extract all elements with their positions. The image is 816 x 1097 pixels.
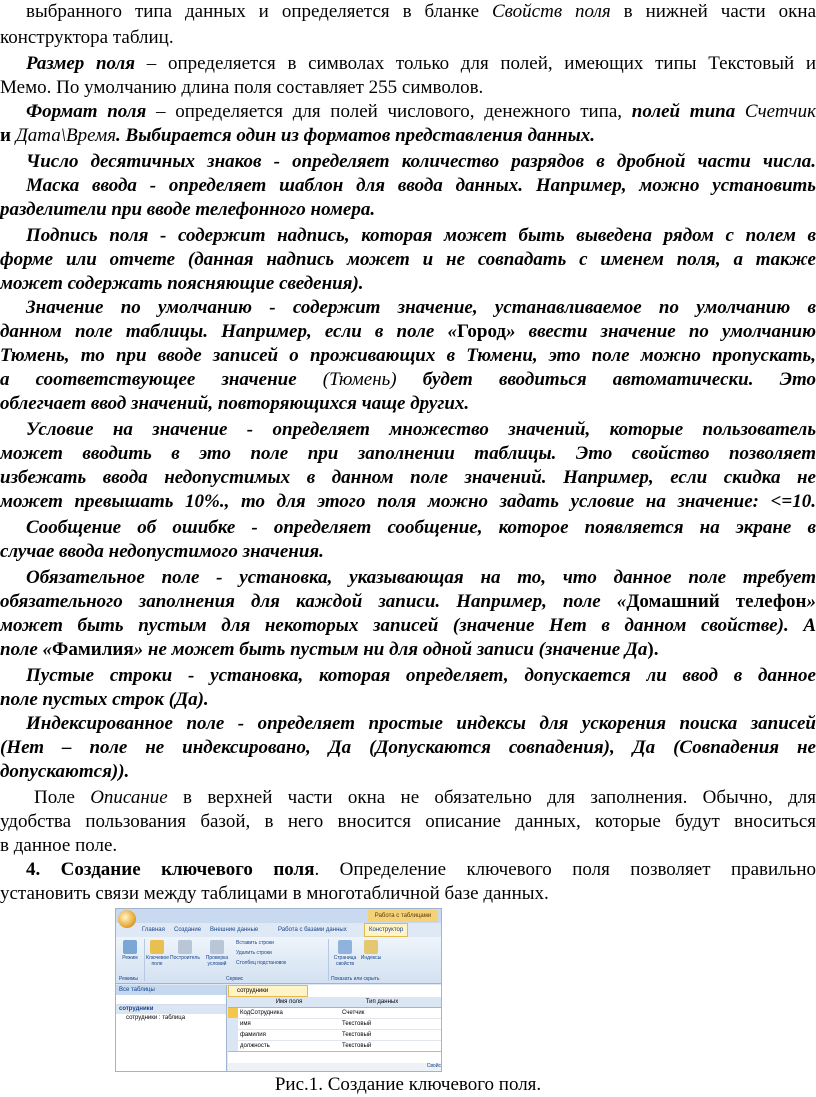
key-icon — [228, 1008, 238, 1018]
view-button[interactable]: Режим — [119, 940, 141, 961]
tab-external-data[interactable]: Внешние данные — [210, 927, 259, 933]
para-empty-1: Пустые строки - установка, которая определяет, допускается ли ввод в данное — [26, 665, 816, 686]
col-data-type: Тип данных — [365, 999, 399, 1005]
row-selector — [228, 1030, 238, 1040]
para-caption-2: форме или отчете (данная надпись может и не совпадать с именем поля, а также — [0, 249, 816, 270]
table-row[interactable]: КодСотрудника Счетчик — [228, 1008, 441, 1019]
group-show-hide: Показать или скрыть — [331, 976, 380, 982]
ribbon-separator — [144, 939, 145, 981]
table-row[interactable]: имя Текстовый — [228, 1019, 441, 1030]
table-row[interactable]: должность Текстовый — [228, 1041, 441, 1052]
grid-header — [228, 997, 441, 1008]
nav-search[interactable] — [116, 995, 226, 1005]
para-key-2: установить связи между таблицами в многотабличной базе данных. — [0, 883, 549, 904]
test-rules-button[interactable]: Проверка условий — [202, 940, 232, 967]
para-required-1: Обязательное поле - установка, указывающая на то, что данное поле требует — [26, 567, 816, 588]
properties-pane-label: Свойс — [228, 1063, 441, 1071]
row-selector — [228, 997, 238, 1007]
row-selector — [228, 1041, 238, 1051]
para-default-3: Тюмень, то при вводе записей о проживающих в Тюмени, это поле можно пропускать, — [0, 345, 816, 366]
tab-home[interactable]: Главная — [142, 927, 165, 933]
ribbon-tabs — [138, 924, 441, 936]
nav-group[interactable]: сотрудники — [116, 1005, 226, 1014]
wand-icon — [178, 940, 192, 954]
text-line-1: конструктора таблиц. — [0, 27, 174, 48]
key-icon — [150, 940, 164, 954]
design-grid — [228, 985, 441, 1071]
para-indexed-2: (Нет – поле не индексировано, Да (Допускаются совпадения), Да (Совпадения не — [0, 737, 816, 758]
text-line-0: выбранного типа данных и определяется в бланке Свойств поля в нижней части окна — [26, 1, 816, 22]
builder-button[interactable]: Построитель — [170, 940, 200, 961]
para-indexed-1: Индексированное поле - определяет простые индексы для ускорения поиска записей — [26, 713, 816, 734]
para-condition-4: может превышать 10%., то для этого поля можно задать условие на значение: <=10. — [0, 491, 816, 512]
para-condition-1: Условие на значение - определяет множество значений, которые пользователь — [26, 419, 816, 440]
para-decimal: Число десятичных знаков - определяет количество разрядов в дробной части числа. — [26, 151, 816, 172]
para-description-2: удобства пользования базой, в него вносится описание данных, которые будут вноситься — [0, 811, 816, 832]
office-button[interactable] — [118, 910, 136, 928]
tool-context-tab: Работа с таблицами — [368, 910, 438, 922]
text-line-5: и Дата\Время. Выбирается один из форматов представления данных. — [0, 125, 596, 146]
para-default-5: облегчает ввод значений, повторяющихся чаще других. — [0, 393, 470, 414]
row-selector — [228, 1019, 238, 1029]
para-caption-1: Подпись поля - содержит надпись, которая может быть выведена рядом с полем в — [26, 225, 816, 246]
text-line-3: Мемо. По умолчанию длина поля составляет 255 символов. — [0, 77, 484, 98]
para-description-3: в данное поле. — [0, 835, 118, 856]
para-description-1: Поле Описание в верхней части окна не обязательно для заполнения. Обычно, для — [34, 787, 816, 808]
para-condition-3: избежать ввода недопустимых в данном поле значений. Например, если скидка не — [0, 467, 816, 488]
para-default-1: Значение по умолчанию - содержит значение, устанавливаемое по умолчанию в — [26, 297, 816, 318]
insert-rows-button[interactable]: Вставить строки — [236, 940, 274, 946]
para-error-1: Сообщение об ошибке - определяет сообщение, которое появляется на экране в — [26, 517, 816, 538]
primary-key-button[interactable]: Ключевое поле — [146, 940, 168, 967]
lightning-icon — [364, 940, 378, 954]
ribbon-separator — [328, 939, 329, 981]
para-key-1: 4. Создание ключевого поля. Определение ключевого поля позволяет правильно — [26, 859, 816, 880]
table-row[interactable]: фамилия Текстовый — [228, 1030, 441, 1041]
para-default-4: а соответствующее значение (Тюмень) будет вводиться автоматически. Это — [0, 369, 816, 390]
text-line-4: Формат поля – определяется для полей числового, денежного типа, полей типа Счетчик — [26, 101, 816, 122]
nav-header[interactable]: Все таблицы — [116, 985, 226, 995]
para-default-2: данном поле таблицы. Например, если в поле «Город» ввести значение по умолчанию — [0, 321, 816, 342]
para-error-2: случае ввода недопустимого значения. — [0, 541, 324, 562]
delete-rows-button[interactable]: Удалить строки — [236, 950, 272, 956]
para-empty-2: поле пустых строк (Да). — [0, 689, 209, 710]
para-indexed-3: допускаются)). — [0, 761, 130, 782]
lookup-column-button[interactable]: Столбец подстановок — [236, 960, 287, 966]
para-required-4: поле «Фамилия» не может быть пустым ни для одной записи (значение Да). — [0, 639, 659, 660]
para-required-2: обязательного заполнения для каждой записи. Например, поле «Домашний телефон» — [0, 591, 816, 612]
text-line-2: Размер поля – определяется в символах только для полей, имеющих типы Текстовый и — [26, 53, 816, 74]
tab-database-tools[interactable]: Работа с базами данных — [278, 927, 347, 933]
col-field-name: Имя поля — [275, 999, 303, 1005]
property-sheet-button[interactable]: Страница свойств — [332, 940, 358, 967]
para-mask-2: разделители при вводе телефонного номера. — [0, 199, 376, 220]
check-icon — [210, 940, 224, 954]
nav-item-table[interactable]: сотрудники : таблица — [126, 1015, 186, 1021]
sheet-icon — [338, 940, 352, 954]
table-tab[interactable]: сотрудники — [228, 985, 308, 997]
para-caption-3: может содержать поясняющие сведения). — [0, 273, 364, 294]
tab-create[interactable]: Создание — [174, 927, 202, 933]
ribbon — [116, 937, 441, 984]
grid-icon — [123, 940, 137, 954]
indexes-button[interactable]: Индексы — [360, 940, 382, 961]
group-views: Режимы — [119, 976, 139, 982]
figure-caption: Рис.1. Создание ключевого поля. — [274, 1074, 542, 1095]
para-condition-2: может вводить в это поле при заполнении таблицы. Это свойство позволяет — [0, 443, 816, 464]
para-required-3: может быть пустым для некоторых записей (значение Нет в данном свойстве). А — [0, 615, 816, 636]
group-tools: Сервис — [226, 976, 244, 982]
tab-designer[interactable]: Конструктор — [364, 923, 408, 937]
para-mask-1: Маска ввода - определяет шаблон для ввода данных. Например, можно установить — [26, 175, 816, 196]
navigation-pane — [116, 985, 227, 1071]
access-screenshot — [115, 908, 442, 1072]
